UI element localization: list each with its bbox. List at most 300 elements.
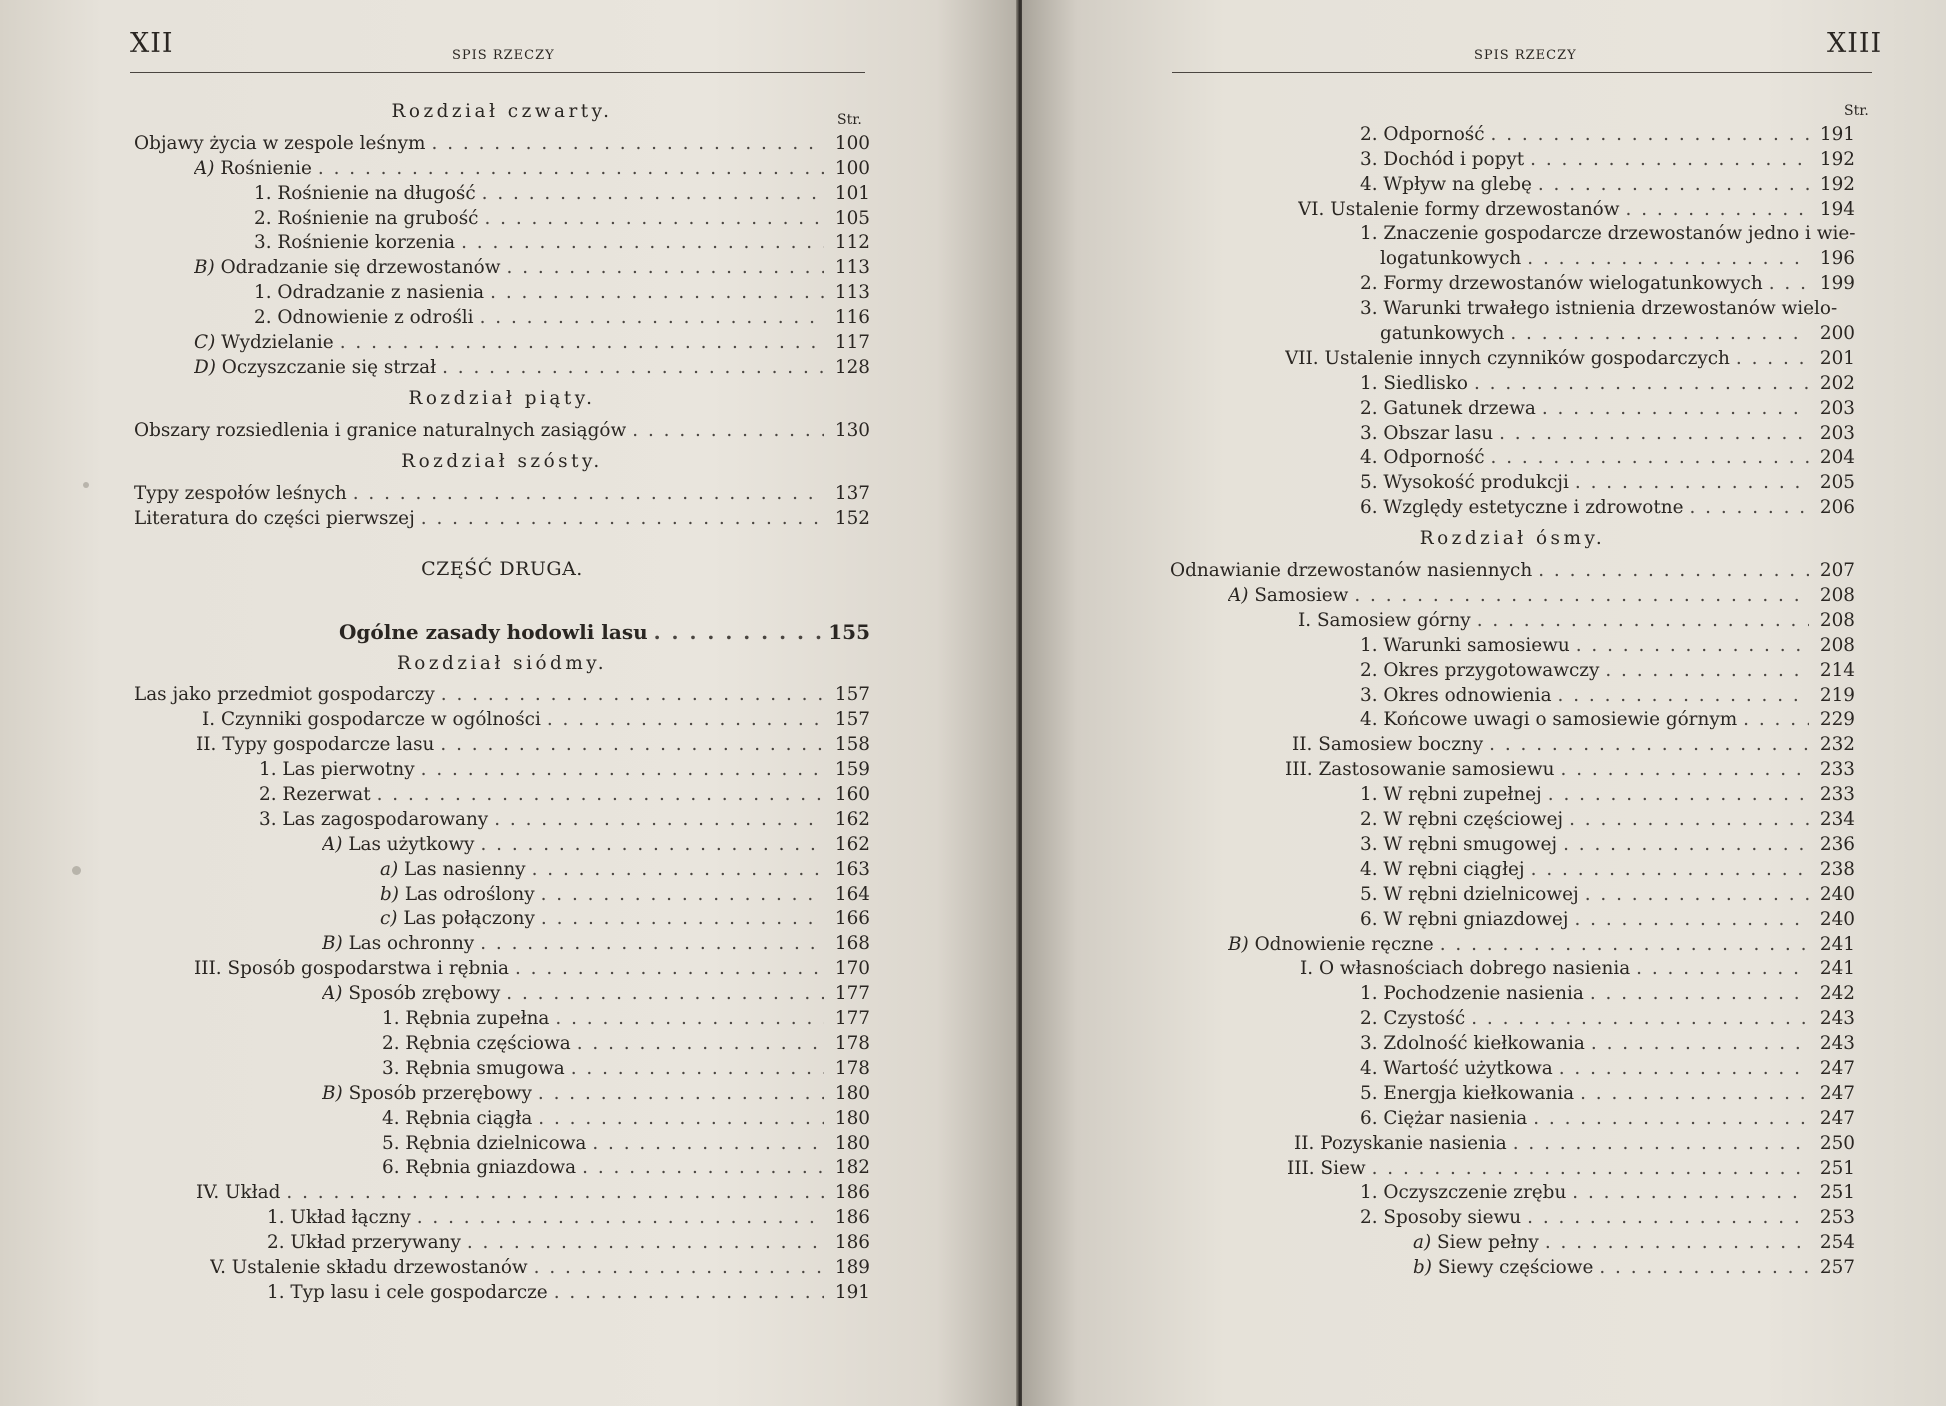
entry-text: 6. Względy estetyczne i zdrowotne: [1360, 497, 1684, 519]
toc-entry: [134, 156, 870, 181]
dot-leader: [467, 1230, 824, 1255]
section-entry: [134, 603, 870, 645]
entry-title: [1360, 907, 1574, 932]
toc-entry: [134, 181, 870, 206]
entry-title-with-leader: [134, 682, 824, 707]
dot-leader: [592, 1131, 824, 1156]
toc-entry: [134, 1280, 870, 1305]
entry-text: 3. Dochód i popyt: [1360, 148, 1525, 170]
entry-text: 3. Rośnienie korzenia: [254, 232, 456, 254]
entry-page-number: 242: [1819, 983, 1855, 1005]
entry-title-with-leader: [194, 355, 824, 380]
entry-text: 2. Czystość: [1360, 1008, 1466, 1030]
entry-title-with-leader: [134, 131, 824, 156]
entry-title-with-leader: [210, 1255, 824, 1280]
entry-text: III. Sposób gospodarstwa i rębnia: [194, 958, 509, 980]
dot-leader: [417, 1205, 824, 1230]
entry-text: 2. Odnowienie z odrośli: [254, 307, 474, 329]
dot-leader: [1591, 1031, 1809, 1056]
toc-entry: [1170, 246, 1855, 271]
entry-title-with-leader: [1287, 1156, 1809, 1181]
entry-page-number: 163: [834, 858, 870, 880]
toc-entry: [1170, 321, 1855, 346]
entry-title: [1360, 633, 1576, 658]
entry-text: 3. Las zagospodarowany: [259, 808, 489, 830]
entry-text: 1. Siedlisko: [1360, 372, 1468, 394]
entry-title-with-leader: [322, 931, 824, 956]
entry-title-with-leader: [382, 1131, 824, 1156]
toc-entry: [134, 481, 870, 506]
entry-page-number: 152: [834, 507, 870, 529]
entry-title-with-leader: [1360, 1081, 1809, 1106]
entry-title: [254, 280, 490, 305]
entry-text: 3. Zdolność kiełkowania: [1360, 1033, 1585, 1055]
entry-title: [1360, 1180, 1572, 1205]
toc-entry: [134, 1180, 870, 1205]
entry-title: [134, 418, 632, 443]
dot-leader: [1538, 558, 1809, 583]
dot-leader: [1533, 1106, 1809, 1131]
entry-page-number: 202: [1819, 372, 1855, 394]
toc-entry: [1170, 807, 1855, 832]
entry-text: III. Zastosowanie samosiewu: [1285, 759, 1555, 781]
toc-entry: [1170, 1205, 1855, 1230]
entry-title-with-leader: [380, 857, 824, 882]
dot-leader: [1636, 956, 1809, 981]
entry-title-with-leader: [254, 280, 824, 305]
dot-leader: [1545, 1230, 1809, 1255]
entry-title: [382, 1106, 538, 1131]
entry-page-number: 170: [834, 958, 870, 980]
entry-title: [1170, 558, 1538, 583]
dot-leader: [377, 782, 824, 807]
entry-page-number: 194: [1819, 198, 1855, 220]
dot-leader: [1542, 396, 1809, 421]
toc-entry: [1170, 1156, 1855, 1181]
toc-entry: [1170, 1181, 1855, 1206]
entry-title: [1360, 857, 1531, 882]
entry-title: [1287, 1156, 1372, 1181]
dot-leader: [555, 1006, 824, 1031]
entry-title: [254, 305, 480, 330]
entry-text: Typy zespołów leśnych: [134, 482, 347, 504]
entry-text: II. Pozyskanie nasienia: [1294, 1132, 1507, 1154]
paper-spot: [83, 482, 89, 488]
entry-text: Odnawianie drzewostanów nasiennych: [1170, 560, 1533, 582]
entry-prefix: B): [322, 1082, 343, 1104]
toc-entry: [1170, 633, 1855, 658]
toc-entry: [134, 1131, 870, 1156]
entry-title-with-leader: [1360, 296, 1843, 321]
toc-entry: [1170, 932, 1855, 957]
dot-leader: [441, 682, 824, 707]
toc-entry: [1170, 396, 1855, 421]
entry-title: [382, 1056, 571, 1081]
entry-text: 4. Wartość użytkowa: [1360, 1057, 1553, 1079]
entry-page-number: 186: [834, 1182, 870, 1204]
entry-page-number: 177: [834, 1008, 870, 1030]
entry-title: [1360, 271, 1769, 296]
entry-title: [1360, 1081, 1580, 1106]
entry-page-number: 203: [1819, 422, 1855, 444]
entry-page-number: 191: [1819, 123, 1855, 145]
entry-title-with-leader: [194, 255, 824, 280]
toc-entry: [134, 1056, 870, 1081]
entry-title: [382, 1006, 555, 1031]
toc-entry: [134, 807, 870, 832]
entry-title: [1228, 932, 1440, 957]
entry-title: [1360, 658, 1605, 683]
entry-title: [1380, 246, 1527, 271]
running-header: SPIS RZECZY: [1474, 48, 1577, 63]
entry-text: Las ochronny: [348, 933, 475, 955]
toc-entry: [134, 832, 870, 857]
entry-page-number: 112: [834, 232, 870, 254]
dot-leader: [541, 906, 824, 931]
entry-title-with-leader: [1285, 346, 1809, 371]
entry-title: [1360, 371, 1474, 396]
entry-text: 4. Odporność: [1360, 447, 1485, 469]
dot-leader: [482, 181, 824, 206]
dot-leader: [507, 255, 825, 280]
entry-title: [1360, 396, 1542, 421]
entry-text: Obszary rozsiedlenia i granice naturalnych zasiągów: [134, 419, 627, 441]
entry-title-with-leader: [1360, 421, 1809, 446]
entry-text: 1. Warunki samosiewu: [1360, 634, 1570, 656]
entry-title-with-leader: [254, 206, 824, 231]
entry-text: logatunkowych: [1380, 248, 1522, 270]
dot-leader: [532, 857, 824, 882]
entry-page-number: 251: [1819, 1182, 1855, 1204]
chapter-heading: Rozdział ósmy.: [1419, 528, 1606, 550]
entry-page-number: 160: [834, 784, 870, 806]
entry-prefix: b): [380, 883, 399, 905]
dot-leader: [571, 1056, 824, 1081]
entry-text: 2. Rębnia częściowa: [382, 1032, 571, 1054]
dot-leader: [1576, 633, 1809, 658]
toc-entry: [134, 1230, 870, 1255]
entry-title: [259, 807, 494, 832]
dot-leader: [541, 882, 824, 907]
entry-page-number: 229: [1819, 709, 1855, 731]
entry-title: [194, 255, 507, 280]
entry-title-with-leader: [134, 481, 824, 506]
entry-text: 4. Wpływ na glebę: [1360, 173, 1532, 195]
entry-page-number: 128: [834, 356, 870, 378]
entry-title-with-leader: [1360, 470, 1809, 495]
toc-entry: [1170, 683, 1855, 708]
entry-text: Las odroślony: [404, 883, 535, 905]
dot-leader: [1489, 732, 1809, 757]
toc-entry: [134, 1081, 870, 1106]
entry-page-number: 243: [1819, 1033, 1855, 1055]
table-of-contents: [134, 93, 870, 1305]
entry-title: [339, 620, 654, 645]
entry-title-with-leader: [1360, 658, 1809, 683]
entry-page-number: 178: [834, 1057, 870, 1079]
entry-title-with-leader: [339, 620, 824, 645]
entry-page-number: 243: [1819, 1008, 1855, 1030]
dot-leader: [1574, 907, 1809, 932]
entry-title: [1360, 470, 1575, 495]
entry-title: [196, 1180, 286, 1205]
str-column-label: Str.: [1844, 103, 1869, 119]
toc-entry: [134, 1031, 870, 1056]
entry-title: [1360, 172, 1538, 197]
entry-text: Ogólne zasady hodowli lasu: [339, 619, 648, 644]
dot-leader: [480, 832, 824, 857]
dot-leader: [1689, 495, 1809, 520]
entry-page-number: 100: [834, 132, 870, 154]
entry-text: Sposób przerębowy: [348, 1082, 532, 1104]
entry-title-with-leader: [267, 1230, 824, 1255]
entry-title-with-leader: [259, 807, 824, 832]
dot-leader: [490, 280, 824, 305]
entry-title: [382, 1031, 577, 1056]
entry-title: [1300, 956, 1636, 981]
entry-title: [194, 330, 340, 355]
entry-text: 2. Odporność: [1360, 123, 1485, 145]
entry-text: Oczyszczanie się strzał: [221, 356, 437, 378]
entry-title: [1360, 1056, 1559, 1081]
entry-text: 4. Rębnia ciągła: [382, 1107, 533, 1129]
dot-leader: [421, 757, 824, 782]
entry-text: VI. Ustalenie formy drzewostanów: [1298, 198, 1620, 220]
toc-entry: [1170, 757, 1855, 782]
entry-page-number: 247: [1819, 1107, 1855, 1129]
dot-leader: [1440, 932, 1809, 957]
entry-title: [1360, 683, 1558, 708]
entry-title-with-leader: [1380, 246, 1809, 271]
entry-title: [380, 882, 541, 907]
entry-title-with-leader: [1360, 807, 1809, 832]
entry-title-with-leader: [1360, 1031, 1809, 1056]
entry-title-with-leader: [1360, 371, 1809, 396]
entry-text: Wydzielanie: [221, 332, 334, 354]
entry-title-with-leader: [1300, 956, 1809, 981]
entry-page-number: 241: [1819, 933, 1855, 955]
entry-text: 3. W rębni smugowej: [1360, 833, 1558, 855]
entry-title: [134, 682, 441, 707]
toc-entry: [134, 857, 870, 882]
entry-page-number: 186: [834, 1207, 870, 1229]
entry-title-with-leader: [267, 1280, 824, 1305]
entry-title: [1360, 707, 1743, 732]
dot-leader: [1548, 782, 1809, 807]
entry-page-number: 208: [1819, 609, 1855, 631]
entry-title: [1294, 1131, 1513, 1156]
toc-entry: [1170, 1230, 1855, 1255]
entry-prefix: B): [1228, 933, 1249, 955]
entry-page-number: 166: [834, 908, 870, 930]
toc-entry: [1170, 470, 1855, 495]
right-page-header: [1022, 28, 1946, 76]
dot-leader: [1491, 122, 1809, 147]
toc-entry: [1170, 346, 1855, 371]
entry-title-with-leader: [1228, 583, 1809, 608]
right-page: [1022, 0, 1946, 1406]
entry-page-number: 247: [1819, 1082, 1855, 1104]
entry-title: [1298, 197, 1626, 222]
toc-entry: [1170, 271, 1855, 296]
toc-entry: [1170, 658, 1855, 683]
toc-entry: [1170, 857, 1855, 882]
entry-text: 5. Rębnia dzielnicowa: [382, 1132, 587, 1154]
entry-title-with-leader: [1298, 197, 1809, 222]
entry-title-with-leader: [194, 330, 824, 355]
entry-title-with-leader: [202, 707, 824, 732]
entry-page-number: 203: [1819, 397, 1855, 419]
entry-title-with-leader: [1360, 633, 1809, 658]
entry-text: 6. Rębnia gniazdowa: [382, 1157, 577, 1179]
entry-prefix: B): [194, 257, 215, 279]
dot-leader: [654, 620, 824, 645]
entry-title: [1285, 346, 1736, 371]
dot-leader: [1538, 172, 1809, 197]
entry-title: [322, 1081, 538, 1106]
entry-page-number: 233: [1819, 759, 1855, 781]
dot-leader: [1590, 981, 1809, 1006]
toc-entry: [134, 305, 870, 330]
entry-page-number: 238: [1819, 858, 1855, 880]
entry-title: [1360, 221, 1862, 246]
toc-entry: [1170, 782, 1855, 807]
dot-leader: [1477, 608, 1809, 633]
entry-page-number: 214: [1819, 659, 1855, 681]
dot-leader: [1769, 271, 1809, 296]
entry-text: 1. Odradzanie z nasienia: [254, 282, 485, 304]
dot-leader: [484, 206, 824, 231]
entry-title-with-leader: [322, 1081, 824, 1106]
dot-leader: [480, 305, 824, 330]
dot-leader: [1527, 1205, 1809, 1230]
toc-entry: [134, 280, 870, 305]
entry-page-number: 208: [1819, 634, 1855, 656]
entry-text: Literatura do części pierwszej: [134, 507, 415, 529]
part-heading: CZĘŚĆ DRUGA.: [421, 557, 583, 580]
dot-leader: [1471, 1006, 1809, 1031]
entry-title-with-leader: [254, 230, 824, 255]
entry-page-number: 205: [1819, 472, 1855, 494]
entry-page-number: 250: [1819, 1132, 1855, 1154]
entry-title-with-leader: [267, 1205, 824, 1230]
entry-title-with-leader: [1360, 495, 1809, 520]
entry-page-number: 207: [1819, 560, 1855, 582]
entry-page-number: 192: [1819, 148, 1855, 170]
entry-title: [134, 481, 353, 506]
entry-title-with-leader: [1360, 857, 1809, 882]
entry-title: [194, 956, 515, 981]
entry-page-number: 233: [1819, 784, 1855, 806]
entry-page-number: 157: [834, 709, 870, 731]
entry-text: 1. Las pierwotny: [259, 759, 415, 781]
entry-text: Las połączony: [403, 908, 535, 930]
entry-text: 5. Wysokość produkcji: [1360, 472, 1569, 494]
entry-text: gatunkowych: [1380, 323, 1505, 345]
entry-text: Odradzanie się drzewostanów: [220, 257, 501, 279]
dot-leader: [1605, 658, 1809, 683]
entry-page-number: 192: [1819, 173, 1855, 195]
dot-leader: [1585, 882, 1809, 907]
dot-leader: [1561, 757, 1809, 782]
toc-entry: [1170, 296, 1855, 321]
dot-leader: [318, 156, 824, 181]
toc-entry: [1170, 172, 1855, 197]
toc-entry: [134, 732, 870, 757]
dot-leader: [461, 230, 824, 255]
entry-text: 2. Okres przygotowawczy: [1360, 659, 1600, 681]
entry-text: Rośnienie: [220, 157, 312, 179]
entry-title-with-leader: [1292, 732, 1809, 757]
entry-title: [1360, 495, 1689, 520]
entry-title: [1228, 583, 1354, 608]
entry-prefix: A): [322, 833, 343, 855]
entry-page-number: 162: [834, 808, 870, 830]
dot-leader: [440, 732, 824, 757]
entry-title: [382, 1131, 592, 1156]
entry-title-with-leader: [382, 1155, 824, 1180]
entry-title: [267, 1205, 417, 1230]
dot-leader: [1527, 246, 1809, 271]
dot-leader: [506, 981, 824, 1006]
entry-page-number: 117: [834, 332, 870, 354]
toc-entry: [134, 131, 870, 156]
entry-prefix: C): [194, 332, 216, 354]
dot-leader: [1513, 1131, 1809, 1156]
entry-title: [382, 1155, 582, 1180]
entry-title: [1413, 1255, 1599, 1280]
dot-leader: [1575, 470, 1809, 495]
header-rule: [1172, 72, 1872, 73]
entry-page-number: 241: [1819, 958, 1855, 980]
entry-title-with-leader: [1170, 558, 1809, 583]
dot-leader: [1559, 1056, 1809, 1081]
entry-title-with-leader: [1360, 707, 1809, 732]
toc-entry: [1170, 446, 1855, 471]
entry-title-with-leader: [254, 181, 824, 206]
running-header: SPIS RZECZY: [452, 48, 555, 63]
entry-page-number: 257: [1819, 1257, 1855, 1279]
entry-prefix: a): [380, 858, 399, 880]
entry-title-with-leader: [1360, 882, 1809, 907]
entry-title-with-leader: [382, 1106, 824, 1131]
entry-page-number: 206: [1819, 497, 1855, 519]
toc-entry: [1170, 608, 1855, 633]
entry-page-number: 157: [834, 684, 870, 706]
entry-title-with-leader: [1360, 1006, 1809, 1031]
entry-text: Sposób zrębowy: [348, 983, 501, 1005]
entry-prefix: c): [380, 908, 398, 930]
entry-title-with-leader: [1360, 147, 1809, 172]
entry-text: II. Typy gospodarcze lasu: [196, 734, 435, 756]
left-page-header: [0, 28, 1018, 76]
entry-title-with-leader: [382, 1006, 824, 1031]
entry-text: 5. W rębni dzielnicowej: [1360, 883, 1579, 905]
dot-leader: [480, 931, 824, 956]
entry-title-with-leader: [1285, 757, 1809, 782]
entry-title-with-leader: [1360, 1180, 1809, 1205]
entry-title: [1360, 296, 1843, 321]
entry-title: [1360, 1106, 1533, 1131]
toc-entry: [134, 231, 870, 256]
entry-page-number: 200: [1819, 323, 1855, 345]
entry-text: II. Samosiew boczny: [1292, 734, 1484, 756]
entry-title: [1360, 981, 1590, 1006]
entry-page-number: 253: [1819, 1207, 1855, 1229]
entry-prefix: A): [1228, 585, 1249, 607]
toc-entry: [1170, 1255, 1855, 1280]
str-column-label: Str.: [837, 112, 862, 128]
